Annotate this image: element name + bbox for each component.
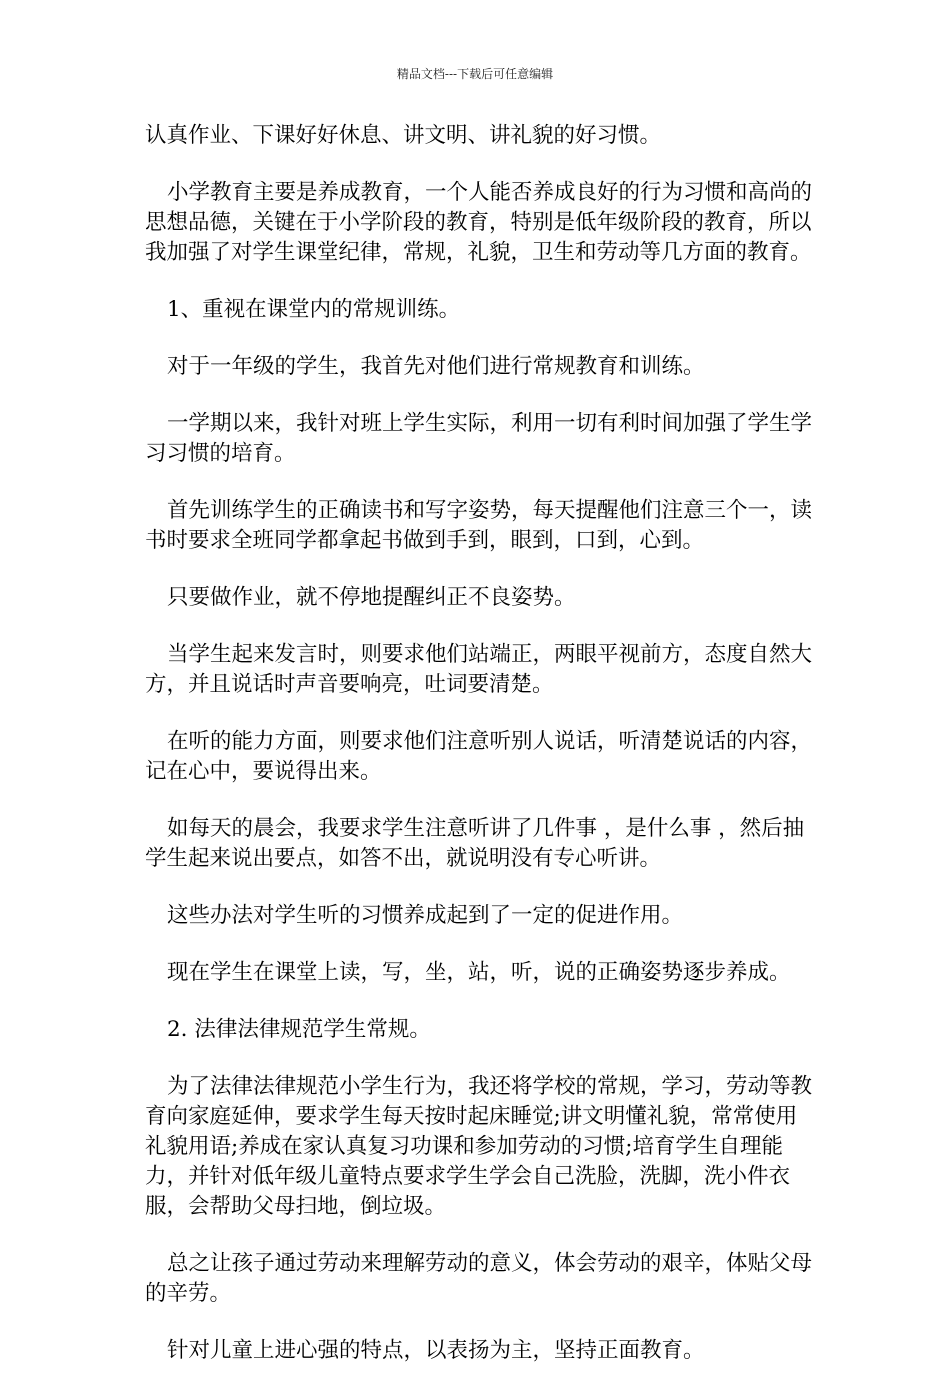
- section-heading: 1、重视在课堂内的常规训练。: [167, 297, 461, 322]
- paragraph: 对于一年级的学生，我首先对他们进行常规教育和训练。: [167, 354, 705, 379]
- paragraph: 一学期以来，我针对班上学生实际，利用一切有利时间加强了学生学习习惯的培育。: [145, 411, 813, 466]
- paragraph: 如每天的晨会，我要求学生注意听讲了几件事 ，是什么事 ，然后抽学生起来说出要点，如答不出，就说明没有专心听讲。: [145, 816, 805, 871]
- document-body: [145, 121, 817, 1393]
- paragraph: 为了法律法律规范小学生行为，我还将学校的常规，学习，劳动等教育向家庭延伸，要求学生每天按时起床睡觉;讲文明懂礼貌，常常使用礼貌用语;养成在家认真复习功课和参加劳动的习惯;培育学生自理能力，并针对低年级儿童特点要求学生学会自己洗脸，洗脚，洗小件衣服，会帮助父母扫地，倒垃圾。: [145, 1074, 813, 1219]
- paragraph: 首先训练学生的正确读书和写字姿势，每天提醒他们注意三个一，读书时要求全班同学都拿起书做到手到，眼到，口到，心到。: [145, 498, 813, 553]
- paragraph: 现在学生在课堂上读，写，坐，站，听，说的正确姿势逐步养成。: [167, 960, 791, 985]
- paragraph: 总之让孩子通过劳动来理解劳动的意义，体会劳动的艰辛，体贴父母的辛劳。: [145, 1251, 813, 1306]
- section-heading: 2. 法律法律规范学生常规。: [167, 1017, 431, 1042]
- paragraph: 小学教育主要是养成教育，一个人能否养成良好的行为习惯和高尚的思想品德，关键在于小学阶段的教育，特别是低年级阶段的教育，所以我加强了对学生课堂纪律，常规，礼貌，卫生和劳动等几方面的教育。: [145, 180, 813, 265]
- paragraph: 这些办法对学生听的习惯养成起到了一定的促进作用。: [167, 903, 684, 928]
- paragraph: 认真作业、下课好好休息、讲文明、讲礼貌的好习惯。: [145, 123, 662, 148]
- paragraph: 只要做作业，就不停地提醒纠正不良姿势。: [167, 585, 576, 610]
- paragraph: 在听的能力方面，则要求他们注意听别人说话，听清楚说话的内容，记在心中，要说得出来。: [145, 729, 813, 784]
- paragraph: 针对儿童上进心强的特点，以表扬为主，坚持正面教育。: [167, 1338, 705, 1363]
- paragraph: 当学生起来发言时，则要求他们站端正，两眼平视前方，态度自然大方，并且说话时声音要响亮，吐词要清楚。: [145, 642, 813, 697]
- page-header: 精品文档---下载后可任意编辑: [396, 67, 554, 81]
